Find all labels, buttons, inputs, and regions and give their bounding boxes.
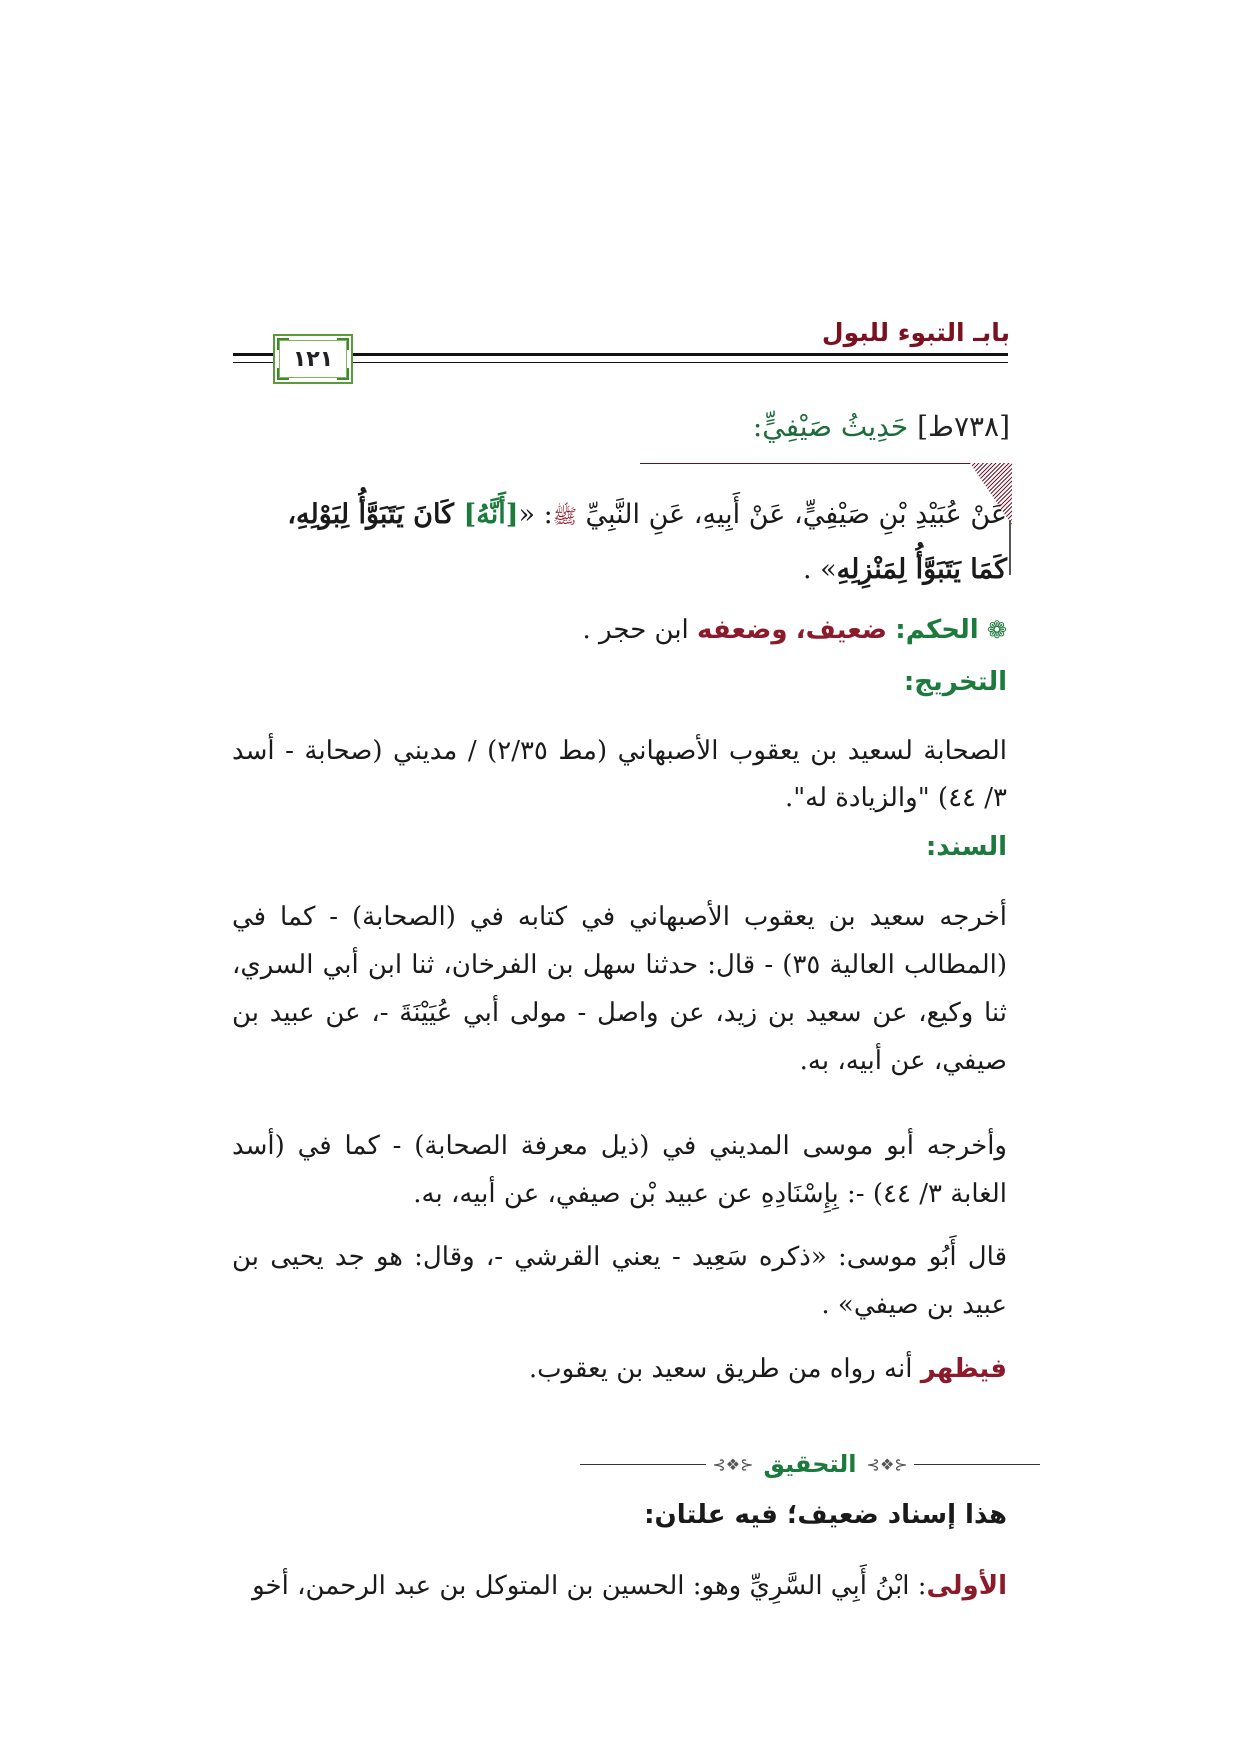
- sanad-paragraph-1: أخرجه سعيد بن يعقوب الأصبهاني في كتابه في (الصحابة) - كما في (المطالب العالية ٣٥) - قال: حدثنا سهل بن الفرخان، ثنا ابن أبي السري، ثنا وكيع، عن سعيد بن زيد، عن واصل - مولى أبي عُيَيْنَةَ -، عن عبيد بن صيفي، عن أبيه، به.: [232, 902, 1007, 1076]
- sanad-paragraph-3: قال أَبُو موسى: «ذكره سَعِيد - يعني القرشي -، وقال: هو جد يحيى بن عبيد بن صيفي» .: [232, 1242, 1007, 1320]
- first-defect-label: الأولى: [926, 1571, 1007, 1601]
- sanad-heading: [232, 832, 1007, 862]
- takhrij-heading: [232, 667, 1007, 697]
- conclusion-rest: أنه رواه من طريق سعيد بن يعقوب.: [528, 1354, 921, 1384]
- hadith-heading: [753, 410, 1010, 443]
- ruling-line: [232, 615, 1007, 645]
- takhrij-text: الصحابة لسعيد بن يعقوب الأصبهاني (مط ٢/٣٥) / مديني (صحابة - أسد ٣/ ٤٤) "والزيادة له".: [232, 736, 1007, 813]
- page-number: ١٢١: [292, 346, 334, 372]
- chapter-title: بابـ التبوء للبول: [821, 318, 1010, 347]
- first-defect: [232, 1562, 1007, 1610]
- sanad-paragraph-4: [232, 1345, 1007, 1393]
- flower-icon: ❁: [986, 616, 1007, 644]
- tahqiq-label: التحقيق: [763, 1450, 857, 1478]
- ornament-icon: ⊰❖⊱: [866, 1454, 908, 1474]
- hadith-side-rule: [1009, 520, 1011, 575]
- ruling-label: الحكم:: [895, 615, 979, 645]
- title-underline: [640, 463, 970, 464]
- quote-open: : «: [518, 499, 553, 530]
- sanad-paragraph-2: وأخرجه أبو موسى المديني في (ذيل معرفة الصحابة) - كما في (أسد الغابة ٣/ ٤٤) -: بِإِسْنَادِهِ عن عبيد بْن صيفي، عن أبيه، به.: [232, 1131, 1007, 1209]
- first-defect-text: : ابْنُ أَبِي السَّرِيِّ وهو: الحسين بن المتوكل بن عبد الرحمن، أخو: [252, 1571, 927, 1601]
- tahqiq-summary-text: هذا إسناد ضعيف؛ فيه علتان:: [644, 1500, 1007, 1530]
- ruling-rest: ابن حجر .: [582, 615, 689, 645]
- hadith-matn-1: كَانَ يَتَبَوَّأُ لِبَوْلِهِ،: [287, 499, 464, 530]
- conclusion-lead: فيظهر: [920, 1354, 1007, 1384]
- added-word: [أَنَّهُ]: [463, 499, 519, 530]
- takhrij-label: التخريج:: [903, 667, 1007, 697]
- tahqiq-divider: [580, 1449, 1040, 1479]
- tahqiq-summary: [232, 1500, 1007, 1530]
- hadith-number: [٧٣٨ط]: [917, 410, 1010, 443]
- hadith-matn-2: كَمَا يَتَبَوَّأُ لِمَنْزِلِهِ: [836, 554, 1007, 585]
- pbuh-glyph: ﷺ: [552, 504, 577, 528]
- hadith-text: [237, 488, 1007, 597]
- page-number-badge: [273, 334, 353, 384]
- ruling-weakened: وضعفه: [697, 615, 788, 645]
- hadith-title: حَدِيثُ صَيْفِيٍّ:: [752, 410, 909, 443]
- quote-close: » .: [802, 554, 837, 585]
- sanad-label: السند:: [925, 832, 1007, 862]
- hadith-isnad: عَنْ عُبَيْدِ بْنِ صَيْفِيٍّ، عَنْ أَبِيهِ، عَنِ النَّبِيِّ: [585, 499, 1007, 530]
- ruling-verdict: ضعيف،: [795, 615, 888, 645]
- ornament-icon: ⊰❖⊱: [712, 1454, 754, 1474]
